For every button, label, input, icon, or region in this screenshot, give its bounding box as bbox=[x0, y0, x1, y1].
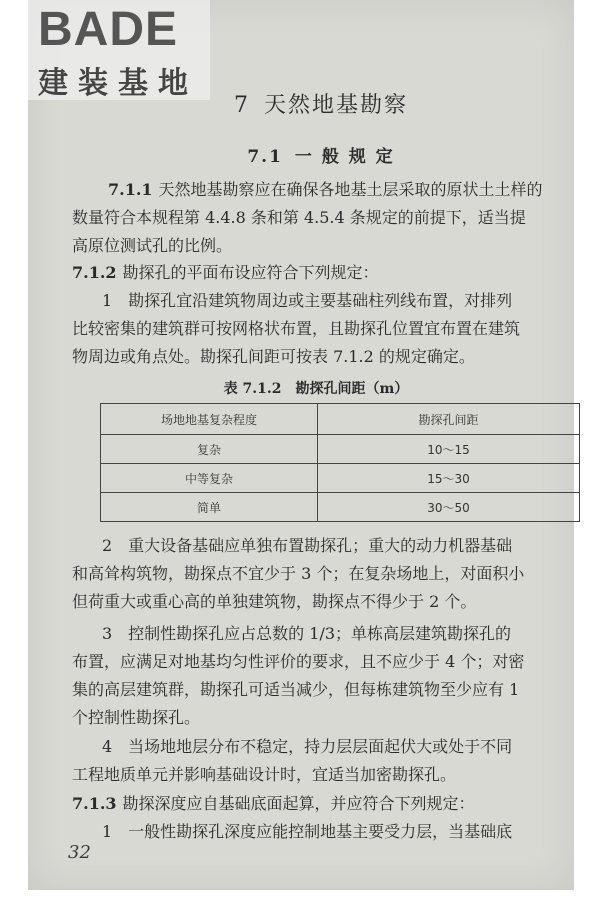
item-line: 比较密集的建筑群可按网格状布置，且勘探孔位置宜布置在建筑 bbox=[72, 319, 521, 338]
watermark bbox=[28, 0, 210, 100]
table-cell: 10～15 bbox=[318, 435, 580, 464]
clause-number: 7.1.2 bbox=[72, 263, 117, 282]
table-header-row bbox=[101, 404, 580, 435]
table-header-cell: 场地地基复杂程度 bbox=[101, 404, 318, 435]
item-line: 工程地质单元并影响基础设计时，宜适当加密勘探孔。 bbox=[72, 765, 457, 784]
clause-line bbox=[72, 259, 578, 287]
item-line: 集的高层建筑群，勘探孔可适当减少，但每栋建筑物至少应有 1 bbox=[72, 680, 520, 699]
clause-text: 天然地基勘察应在确保各地基土层采取的原状土土样的 bbox=[158, 180, 543, 199]
section-title: 一 般 规 定 bbox=[294, 147, 395, 167]
item-2 bbox=[72, 532, 578, 616]
chapter-number: 7 bbox=[233, 93, 250, 118]
table-row bbox=[101, 493, 580, 522]
table-caption: 表 7.1.2 勘探孔间距（m） bbox=[223, 381, 409, 397]
page-number: 32 bbox=[68, 842, 91, 863]
section-number: 7.1 bbox=[247, 147, 283, 167]
item-4 bbox=[72, 733, 578, 789]
item-line: 布置，应满足对地基均匀性评价的要求，且不应少于 4 个；对密 bbox=[72, 652, 525, 671]
item-line: 4 当场地地层分布不稳定，持力层层面起伏大或处于不同 bbox=[102, 737, 513, 756]
item-line: 和高耸构筑物，勘探点不宜少于 3 个；在复杂场地上，对面积小 bbox=[72, 564, 525, 583]
table-cell: 中等复杂 bbox=[101, 464, 318, 493]
table-cell: 简单 bbox=[101, 493, 318, 522]
table-cell: 30～50 bbox=[318, 493, 580, 522]
section-heading bbox=[28, 142, 574, 167]
item-line: 2 重大设备基础应单独布置勘探孔；重大的动力机器基础 bbox=[102, 536, 513, 555]
table-cell: 15～30 bbox=[318, 464, 580, 493]
clause-number: 7.1.1 bbox=[108, 180, 153, 199]
clause-7-1-3 bbox=[72, 790, 578, 846]
clause-line: 数量符合本规程第 4.4.8 条和第 4.5.4 条规定的前提下，适当提 bbox=[72, 208, 526, 227]
item-3 bbox=[72, 620, 578, 732]
clause-7-1-2 bbox=[72, 259, 578, 371]
item-line: 3 控制性勘探孔应占总数的 1/3；单栋高层建筑勘探孔的 bbox=[102, 624, 512, 643]
book-page bbox=[28, 0, 574, 890]
item-line: 物周边或角点处。勘探孔间距可按表 7.1.2 的规定确定。 bbox=[72, 347, 475, 366]
clause-line bbox=[72, 790, 578, 818]
item-line: 1 一般性勘探孔深度应能控制地基主要受力层，当基础底 bbox=[102, 822, 513, 841]
item-line: 1 勘探孔宜沿建筑物周边或主要基础柱列线布置，对排列 bbox=[102, 291, 513, 310]
chapter-heading bbox=[28, 88, 574, 119]
item-line: 但荷重大或重心高的单独建筑物，勘探点不得少于 2 个。 bbox=[72, 592, 477, 611]
table-row bbox=[101, 435, 580, 464]
watermark-logo: BADE bbox=[38, 3, 179, 56]
clause-line: 高原位测试孔的比例。 bbox=[72, 236, 233, 255]
clause-number: 7.1.3 bbox=[72, 794, 117, 813]
table-row bbox=[101, 464, 580, 493]
item-line: 个控制性勘探孔。 bbox=[72, 708, 201, 727]
clause-text: 勘探深度应自基础底面起算，并应符合下列规定： bbox=[122, 794, 475, 813]
spacing-table bbox=[100, 403, 580, 522]
chapter-title: 天然地基勘察 bbox=[263, 93, 408, 118]
clause-line bbox=[72, 176, 578, 204]
clause-text: 勘探孔的平面布设应符合下列规定： bbox=[122, 263, 379, 282]
table-header-cell: 勘探孔间距 bbox=[318, 404, 580, 435]
watermark-subtitle: 建装基地 bbox=[38, 66, 198, 101]
table-cell: 复杂 bbox=[101, 435, 318, 464]
clause-7-1-1 bbox=[72, 176, 578, 260]
